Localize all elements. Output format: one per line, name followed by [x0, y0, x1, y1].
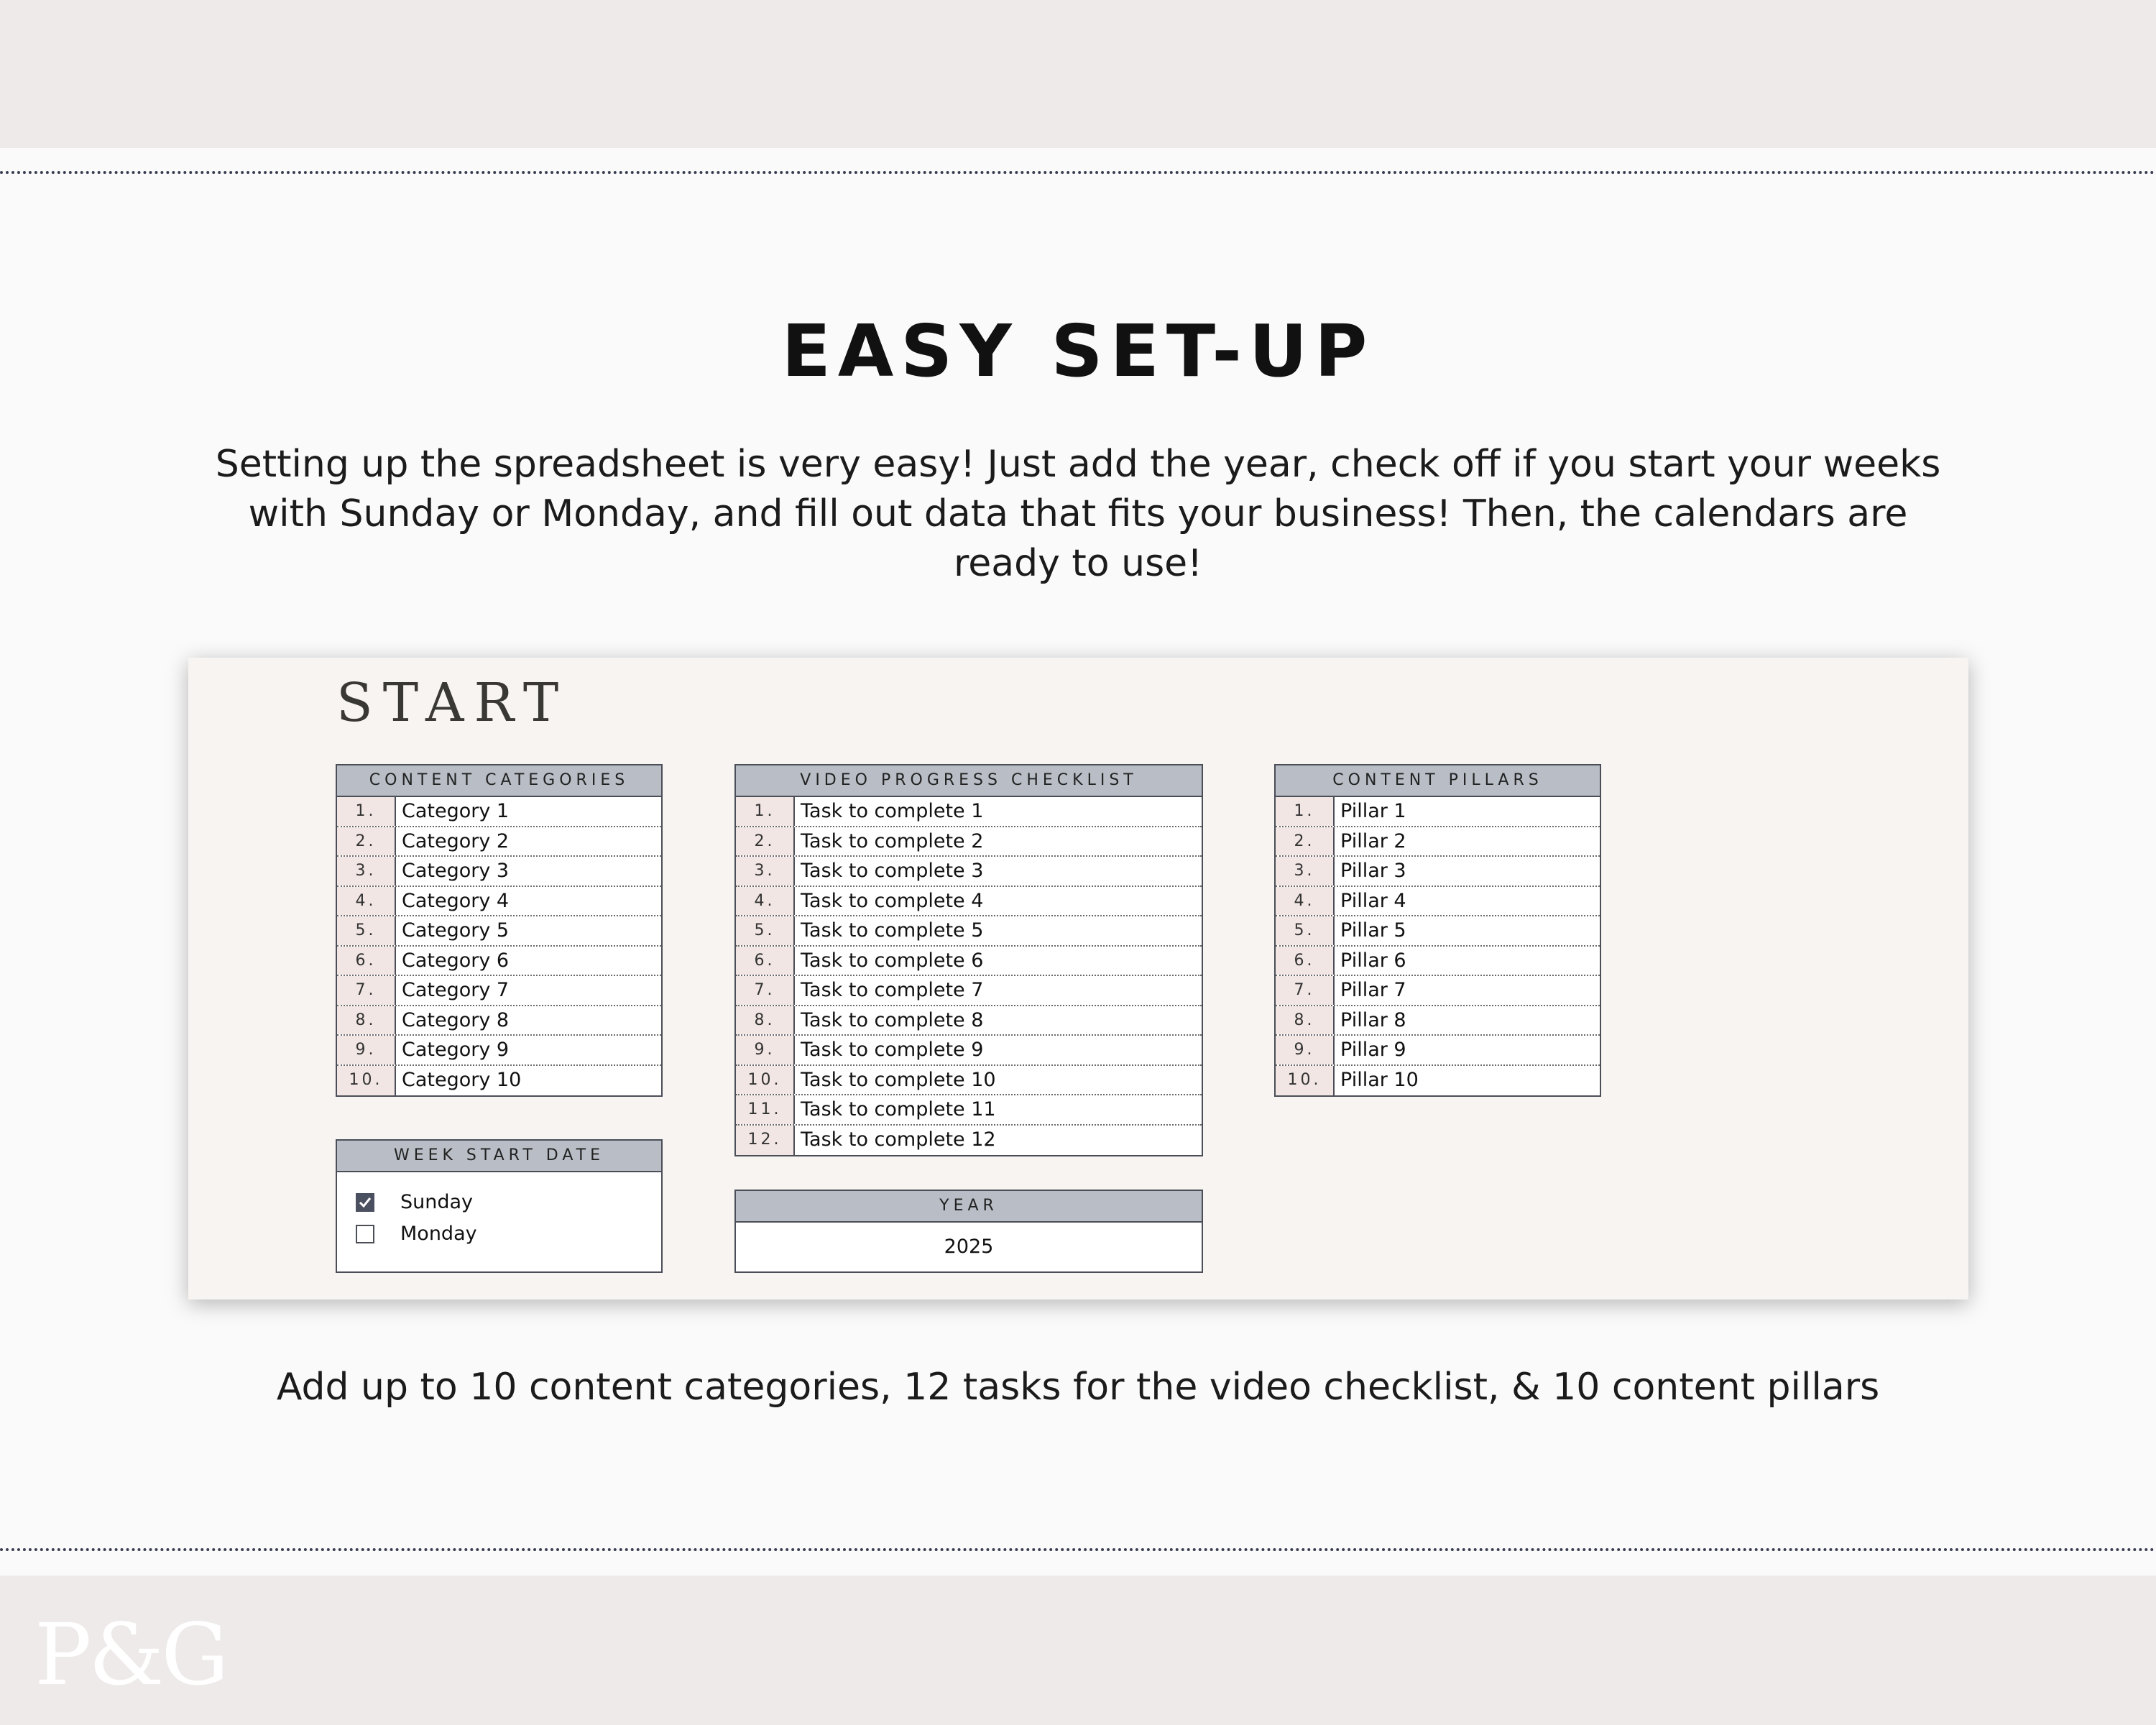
- row-value[interactable]: Pillar 6: [1340, 949, 1406, 972]
- table-row: [337, 1036, 661, 1066]
- row-number: 1.: [736, 797, 795, 826]
- monday-checkbox[interactable]: [356, 1225, 374, 1243]
- row-value[interactable]: Task to complete 9: [801, 1039, 984, 1061]
- video-checklist-rows: [736, 797, 1202, 1155]
- table-row: [337, 1006, 661, 1036]
- row-number: 4.: [1276, 887, 1335, 916]
- row-number: 9.: [337, 1036, 396, 1064]
- row-value[interactable]: Category 9: [402, 1039, 510, 1061]
- intro-text: [180, 440, 1976, 589]
- row-number: 10.: [1276, 1066, 1335, 1096]
- content-pillars-rows: [1276, 797, 1600, 1095]
- row-number: 1.: [1276, 797, 1335, 826]
- sunday-checkbox[interactable]: [356, 1193, 374, 1212]
- row-value[interactable]: Pillar 4: [1340, 889, 1406, 912]
- row-value[interactable]: Category 2: [402, 829, 510, 852]
- row-value[interactable]: Category 4: [402, 889, 510, 912]
- table-row: [337, 916, 661, 947]
- checkmark-icon: [358, 1195, 372, 1210]
- row-number: 12.: [736, 1126, 795, 1156]
- table-row: [1276, 947, 1600, 977]
- table-row: [736, 1126, 1202, 1156]
- row-number: 3.: [337, 857, 396, 886]
- row-number: 1.: [337, 797, 396, 826]
- bottom-dotted-divider: [0, 1548, 2156, 1551]
- row-value[interactable]: Task to complete 12: [801, 1128, 996, 1151]
- week-start-header: WEEK START DATE: [337, 1141, 661, 1172]
- row-number: 6.: [337, 947, 396, 975]
- row-value[interactable]: Category 6: [402, 949, 510, 972]
- table-row: [736, 916, 1202, 947]
- content-categories-header: CONTENT CATEGORIES: [337, 765, 661, 797]
- brand-logo: P&G: [34, 1605, 226, 1704]
- row-value[interactable]: Pillar 1: [1340, 800, 1406, 822]
- year-header: YEAR: [736, 1191, 1202, 1223]
- row-number: 10.: [736, 1066, 795, 1095]
- top-dotted-divider: [0, 171, 2156, 174]
- row-number: 5.: [337, 916, 396, 945]
- caption-text: Add up to 10 content categories, 12 tasks for the video checklist, & 10 content pillars: [276, 1366, 1880, 1409]
- week-start-table: [336, 1139, 663, 1273]
- row-value[interactable]: Task to complete 3: [801, 860, 984, 882]
- sheet-heading: START: [336, 672, 569, 734]
- row-number: 2.: [736, 827, 795, 856]
- table-row: [1276, 916, 1600, 947]
- content-pillars-table: [1274, 764, 1601, 1097]
- row-number: 5.: [1276, 916, 1335, 945]
- table-row: [736, 1006, 1202, 1036]
- table-row: [337, 947, 661, 977]
- row-value[interactable]: Task to complete 5: [801, 919, 984, 942]
- row-value[interactable]: Task to complete 1: [801, 800, 984, 822]
- page-title: EASY SET-UP: [781, 309, 1375, 393]
- table-row: [736, 1066, 1202, 1096]
- video-checklist-header: VIDEO PROGRESS CHECKLIST: [736, 765, 1202, 797]
- table-row: [736, 976, 1202, 1006]
- table-row: [337, 797, 661, 827]
- table-row: [337, 827, 661, 857]
- table-row: [736, 857, 1202, 887]
- table-row: [1276, 887, 1600, 917]
- row-value[interactable]: Pillar 7: [1340, 979, 1406, 1001]
- week-start-options: [337, 1172, 661, 1273]
- top-band: [0, 0, 2156, 148]
- table-row: [736, 797, 1202, 827]
- bottom-band: [0, 1576, 2156, 1725]
- row-number: 8.: [1276, 1006, 1335, 1035]
- table-row: [1276, 976, 1600, 1006]
- row-value[interactable]: Pillar 9: [1340, 1039, 1406, 1061]
- row-number: 2.: [1276, 827, 1335, 856]
- row-value[interactable]: Task to complete 2: [801, 829, 984, 852]
- content-categories-table: [336, 764, 663, 1097]
- table-row: [736, 887, 1202, 917]
- row-number: 8.: [337, 1006, 396, 1035]
- row-value[interactable]: Category 8: [402, 1008, 510, 1031]
- table-row: [337, 887, 661, 917]
- table-row: [736, 1036, 1202, 1066]
- table-row: [337, 1066, 661, 1096]
- row-value[interactable]: Task to complete 6: [801, 949, 984, 972]
- row-number: 10.: [337, 1066, 396, 1096]
- table-row: [1276, 1036, 1600, 1066]
- table-row: [736, 827, 1202, 857]
- intro-line: with Sunday or Monday, and fill out data that fits your business! Then, the calendars are: [248, 492, 1908, 535]
- row-value[interactable]: Pillar 3: [1340, 860, 1406, 882]
- table-row: [337, 857, 661, 887]
- monday-label: Monday: [400, 1223, 477, 1245]
- row-value[interactable]: Category 3: [402, 860, 510, 882]
- row-value[interactable]: Category 7: [402, 979, 510, 1001]
- row-value[interactable]: Task to complete 4: [801, 889, 984, 912]
- row-number: 9.: [736, 1036, 795, 1064]
- video-checklist-table: [734, 764, 1203, 1156]
- row-number: 9.: [1276, 1036, 1335, 1064]
- row-number: 6.: [1276, 947, 1335, 975]
- row-value[interactable]: Task to complete 10: [801, 1068, 996, 1091]
- row-value[interactable]: Pillar 5: [1340, 919, 1406, 942]
- row-number: 4.: [337, 887, 396, 916]
- row-value[interactable]: Category 10: [402, 1068, 522, 1091]
- table-row: [736, 947, 1202, 977]
- row-value[interactable]: Task to complete 11: [801, 1098, 996, 1121]
- table-row: [1276, 857, 1600, 887]
- table-row: [1276, 1066, 1600, 1096]
- content-pillars-header: CONTENT PILLARS: [1276, 765, 1600, 797]
- row-number: 8.: [736, 1006, 795, 1035]
- year-value[interactable]: 2025: [944, 1236, 994, 1258]
- sunday-label: Sunday: [400, 1191, 474, 1213]
- row-value[interactable]: Category 5: [402, 919, 510, 942]
- row-number: 3.: [736, 857, 795, 886]
- content-categories-rows: [337, 797, 661, 1095]
- row-number: 7.: [736, 976, 795, 1005]
- week-start-option-monday[interactable]: [356, 1223, 477, 1245]
- table-row: [337, 976, 661, 1006]
- table-row: [1276, 827, 1600, 857]
- row-value[interactable]: Pillar 8: [1340, 1008, 1406, 1031]
- row-number: 4.: [736, 887, 795, 916]
- spreadsheet-preview: [188, 658, 1968, 1300]
- row-number: 11.: [736, 1095, 795, 1124]
- table-row: [736, 1095, 1202, 1126]
- row-value[interactable]: Pillar 10: [1340, 1068, 1419, 1091]
- year-table: [734, 1190, 1203, 1273]
- intro-line: ready to use!: [953, 542, 1203, 585]
- row-value[interactable]: Pillar 2: [1340, 829, 1406, 852]
- week-start-option-sunday[interactable]: [356, 1191, 473, 1213]
- table-row: [1276, 1006, 1600, 1036]
- row-value[interactable]: Task to complete 8: [801, 1008, 984, 1031]
- table-row: [1276, 797, 1600, 827]
- row-number: 6.: [736, 947, 795, 975]
- row-number: 7.: [1276, 976, 1335, 1005]
- intro-line: Setting up the spreadsheet is very easy! Just add the year, check off if you start your weeks: [215, 443, 1941, 486]
- row-value[interactable]: Category 1: [402, 800, 510, 822]
- row-number: 3.: [1276, 857, 1335, 886]
- row-number: 2.: [337, 827, 396, 856]
- row-number: 5.: [736, 916, 795, 945]
- row-value[interactable]: Task to complete 7: [801, 979, 984, 1001]
- row-number: 7.: [337, 976, 396, 1005]
